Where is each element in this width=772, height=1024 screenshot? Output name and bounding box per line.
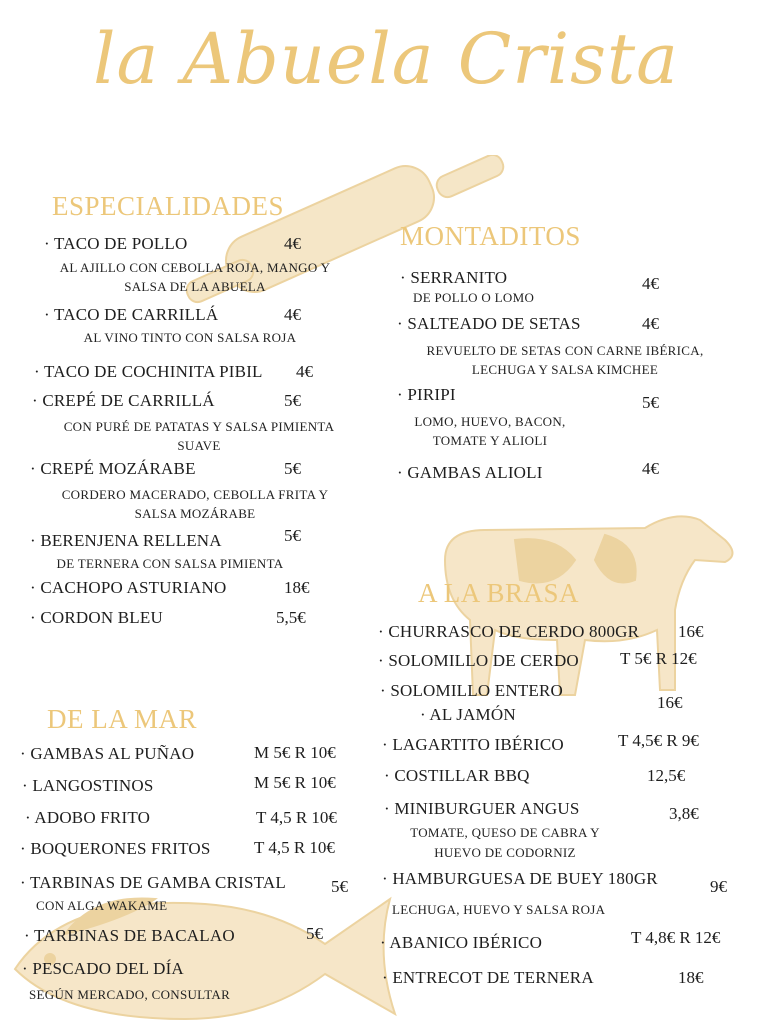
section-heading-montaditos: MONTADITOS bbox=[400, 221, 581, 251]
menu-item-description: DE POLLO O LOMO bbox=[413, 290, 535, 305]
menu-item-name: · SOLOMILLO ENTERO bbox=[380, 681, 563, 701]
menu-item-description: TOMATE Y ALIOLI bbox=[432, 433, 548, 448]
menu-item-name: · CREPÉ MOZÁRABE bbox=[30, 459, 196, 479]
menu-item-name: · ABANICO IBÉRICO bbox=[380, 933, 542, 953]
section-heading-a-la-brasa: A LA BRASA bbox=[418, 578, 580, 608]
menu-item-name: · TACO DE POLLO bbox=[44, 234, 187, 254]
menu-item-price: 12,5€ bbox=[647, 766, 686, 785]
menu-item-name: · CACHOPO ASTURIANO bbox=[30, 578, 227, 598]
menu-item-name: · GAMBAS AL PUÑAO bbox=[20, 744, 194, 764]
menu-item-description: LECHUGA, HUEVO Y SALSA ROJA bbox=[392, 902, 606, 917]
menu-item-description: CORDERO MACERADO, CEBOLLA FRITA Y bbox=[61, 487, 329, 502]
menu-item-price: 5€ bbox=[284, 526, 301, 545]
menu-item-price: 4€ bbox=[642, 459, 659, 478]
menu-item-price: 4€ bbox=[284, 234, 301, 253]
menu-item-name: · TARBINAS DE BACALAO bbox=[24, 926, 235, 946]
menu-item-description: TOMATE, QUESO DE CABRA Y bbox=[410, 825, 600, 840]
menu-item-name: · ADOBO FRITO bbox=[25, 808, 150, 828]
section-heading-de-la-mar: DE LA MAR bbox=[47, 704, 198, 734]
menu-item-price: T 4,5€ R 9€ bbox=[618, 731, 699, 750]
menu-item-name: · TACO DE COCHINITA PIBIL bbox=[34, 362, 263, 382]
menu-item-price: 4€ bbox=[642, 274, 659, 293]
menu-item-price: 9€ bbox=[710, 877, 727, 896]
menu-item-price: 18€ bbox=[678, 968, 704, 987]
menu-item-name: · BERENJENA RELLENA bbox=[30, 531, 222, 551]
menu-item-price: T 4,8€ R 12€ bbox=[631, 928, 721, 947]
menu-item-price: 5€ bbox=[306, 924, 323, 943]
menu-item-price: T 5€ R 12€ bbox=[620, 649, 697, 668]
menu-item-price: 5€ bbox=[642, 393, 659, 412]
menu-item-price: 5€ bbox=[284, 391, 301, 410]
menu-item-name: · LANGOSTINOS bbox=[22, 776, 154, 796]
menu-item-description: DE TERNERA CON SALSA PIMIENTA bbox=[56, 556, 284, 571]
menu-item-price: M 5€ R 10€ bbox=[254, 743, 336, 762]
menu-item-description: LOMO, HUEVO, BACON, bbox=[414, 414, 566, 429]
menu-item-description: SALSA MOZÁRABE bbox=[134, 506, 256, 521]
menu-item-name: · LAGARTITO IBÉRICO bbox=[382, 735, 564, 755]
menu-item-name: · PIRIPI bbox=[397, 385, 456, 405]
menu-item-description: SUAVE bbox=[177, 438, 221, 453]
menu-item-name: · CHURRASCO DE CERDO 800GR bbox=[378, 622, 639, 642]
menu-item-name: · MINIBURGUER ANGUS bbox=[384, 799, 580, 819]
menu-item-description: AL AJILLO CON CEBOLLA ROJA, MANGO Y bbox=[59, 260, 331, 275]
menu-item-price: 4€ bbox=[284, 305, 301, 324]
menu-item-price: 5€ bbox=[331, 877, 348, 896]
menu-item-price: 4€ bbox=[642, 314, 659, 333]
menu-item-description: REVUELTO DE SETAS CON CARNE IBÉRICA, bbox=[426, 343, 704, 358]
menu-item-name: · CREPÉ DE CARRILLÁ bbox=[32, 391, 215, 411]
menu-item-name-continued: · AL JAMÓN bbox=[420, 705, 516, 725]
menu-item-name: · CORDON BLEU bbox=[30, 608, 163, 628]
menu-item-name: · TACO DE CARRILLÁ bbox=[44, 305, 218, 325]
menu-item-name: · TARBINAS DE GAMBA CRISTAL bbox=[20, 873, 286, 893]
menu-item-description: LECHUGA Y SALSA KIMCHEE bbox=[471, 362, 659, 377]
menu-item-description: HUEVO DE CODORNIZ bbox=[434, 845, 576, 860]
menu-item-name: · SOLOMILLO DE CERDO bbox=[378, 651, 579, 671]
section-heading-especialidades: ESPECIALIDADES bbox=[52, 191, 285, 221]
menu-item-price: 5,5€ bbox=[276, 608, 306, 627]
menu-item-name: · SALTEADO DE SETAS bbox=[397, 314, 581, 334]
restaurant-title: la Abuela Crista bbox=[93, 18, 679, 100]
menu-item-price: T 4,5 R 10€ bbox=[254, 838, 335, 857]
menu-item-price: 5€ bbox=[284, 459, 301, 478]
menu-item-price: 4€ bbox=[296, 362, 313, 381]
menu-item-price: M 5€ R 10€ bbox=[254, 773, 336, 792]
menu-item-name: · GAMBAS ALIOLI bbox=[397, 463, 543, 483]
menu-item-description: CON ALGA WAKAME bbox=[36, 898, 168, 913]
menu-item-name: · ENTRECOT DE TERNERA bbox=[382, 968, 594, 988]
menu-item-price: 3,8€ bbox=[669, 804, 699, 823]
menu-item-description: CON PURÉ DE PATATAS Y SALSA PIMIENTA bbox=[63, 419, 335, 434]
menu-item-description: SALSA DE LA ABUELA bbox=[124, 279, 266, 294]
menu-item-name: · PESCADO DEL DÍA bbox=[22, 959, 184, 979]
menu-item-price: T 4,5 R 10€ bbox=[256, 808, 337, 827]
menu-item-name: · COSTILLAR BBQ bbox=[384, 766, 530, 786]
menu-item-price: 16€ bbox=[657, 693, 683, 712]
menu-item-price: 16€ bbox=[678, 622, 704, 641]
menu-item-name: · BOQUERONES FRITOS bbox=[20, 839, 211, 859]
menu-item-name: · SERRANITO bbox=[400, 268, 507, 288]
menu-item-description: AL VINO TINTO CON SALSA ROJA bbox=[83, 330, 297, 345]
menu-item-name: · HAMBURGUESA DE BUEY 180GR bbox=[382, 869, 658, 889]
menu-item-price: 18€ bbox=[284, 578, 310, 597]
menu-item-description: SEGÚN MERCADO, CONSULTAR bbox=[29, 987, 231, 1002]
